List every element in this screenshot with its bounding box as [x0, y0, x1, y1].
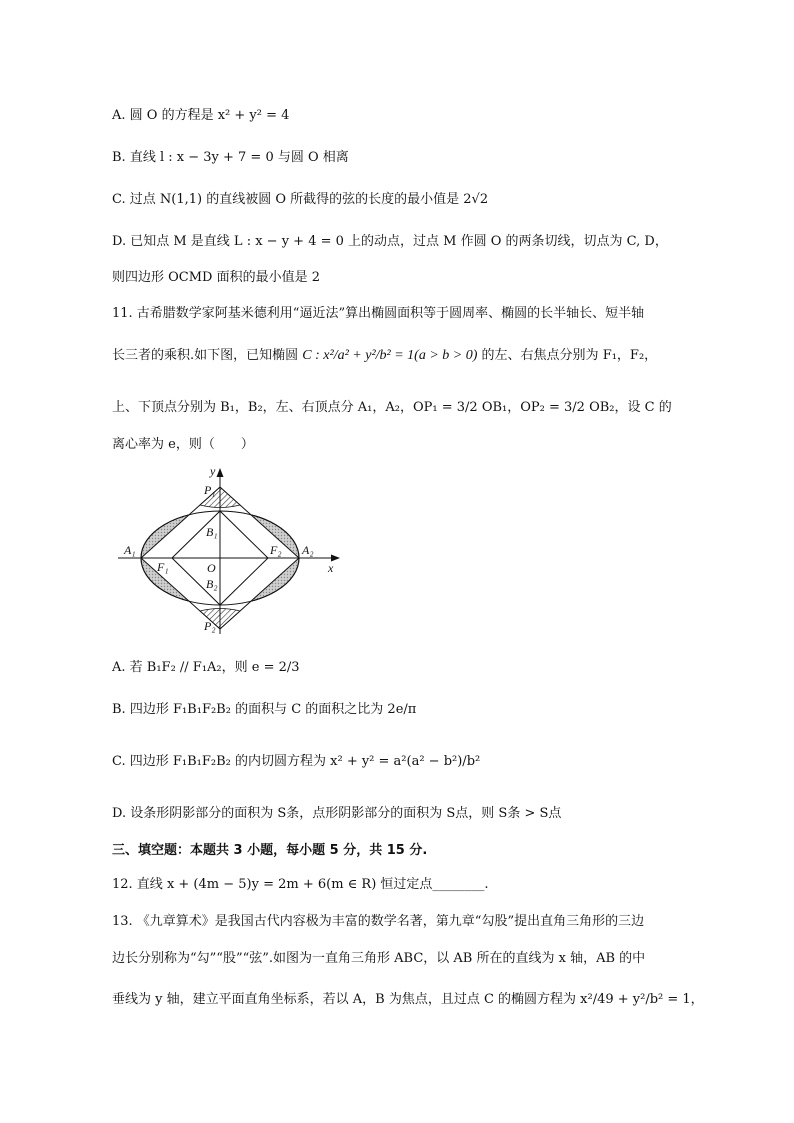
section-3-heading: 三、填空题：本题共 3 小题，每小题 5 分，共 15 分. [112, 843, 428, 858]
option-11a: A. 若 B₁F₂ // F₁A₂，则 e = 2/3 [112, 660, 300, 675]
question-11-line2-post: F₁，F₂， [602, 348, 658, 363]
question-13-line3: 垂线为 y 轴，建立平面直角坐标系，若以 A，B 为焦点，且过点 C 的椭圆方程为 x²/49 + y²/b² = 1， [112, 992, 704, 1007]
option-10d-line1: D. 已知点 M 是直线 L : x − y + 4 = 0 上的动点，过点 M 作圆 O 的两条切线，切点为 C, D， [112, 234, 668, 249]
question-11-line4: 离心率为 e，则（ ） [112, 437, 254, 452]
label-a1: A₁ [124, 543, 136, 557]
question-13-line2: 边长分别称为“勾”“股”“弦”.如图为一直角三角形 ABC，以 AB 所在的直线为 x 轴，AB 的中 [112, 951, 646, 966]
label-p2: P₂ [204, 619, 216, 633]
ellipse-equation: C : x²/a² + y²/b² = 1(a > b > 0) [302, 348, 478, 363]
question-11-line1: 11. 古希腊数学家阿基米德利用“逼近法”算出椭圆面积等于圆周率、椭圆的长半轴长、短半轴 [112, 306, 645, 321]
option-10c: C. 过点 N(1,1) 的直线被圆 O 所截得的弦的长度的最小值是 2√2 [112, 192, 489, 207]
question-13-line1: 13. 《九章算术》是我国古代内容极为丰富的数学名著，第九章“勾股”提出直角三角形的三边 [112, 914, 645, 929]
label-o: O [207, 561, 216, 575]
label-x: x [328, 561, 334, 575]
label-f1: F₁ [157, 560, 169, 574]
question-11-line3: 上、下顶点分别为 B₁，B₂，左、右顶点分 A₁，A₂，OP₁ = 3/2 OB₁，OP₂ = 3/2 OB₂，设 C 的 [112, 400, 672, 415]
label-y: y [210, 464, 216, 478]
label-b1: B₁ [206, 525, 218, 539]
option-10b: B. 直线 l : x − 3y + 7 = 0 与圆 O 相离 [112, 150, 349, 165]
question-11-line2-pre: 长三者的乘积.如下图，已知椭圆 [112, 348, 299, 363]
option-11d: D. 设条形阴影部分的面积为 S条，点形阴影部分的面积为 S点，则 S条 > S点 [112, 806, 562, 821]
option-11b: B. 四边形 F₁B₁F₂B₂ 的面积与 C 的面积之比为 2e/π [112, 702, 417, 717]
label-p1: P₁ [204, 483, 216, 497]
label-b2: B₂ [206, 577, 218, 591]
label-a2: A₂ [302, 543, 314, 557]
ellipse-figure [112, 462, 352, 642]
question-11-line2-mid: 的左、右焦点分别为 [481, 348, 599, 363]
option-10a: A. 圆 O 的方程是 x² + y² = 4 [112, 108, 290, 123]
label-f2: F₂ [270, 543, 282, 557]
question-12: 12. 直线 x + (4m − 5)y = 2m + 6(m ∈ R) 恒过定点________. [112, 877, 489, 892]
question-11-line2 [112, 348, 657, 365]
option-11c: C. 四边形 F₁B₁F₂B₂ 的内切圆方程为 x² + y² = a²(a² − b²)/b² [112, 754, 481, 769]
option-10d-line2: 则四边形 OCMD 面积的最小值是 2 [112, 270, 321, 285]
y-axis-arrow [217, 468, 224, 477]
